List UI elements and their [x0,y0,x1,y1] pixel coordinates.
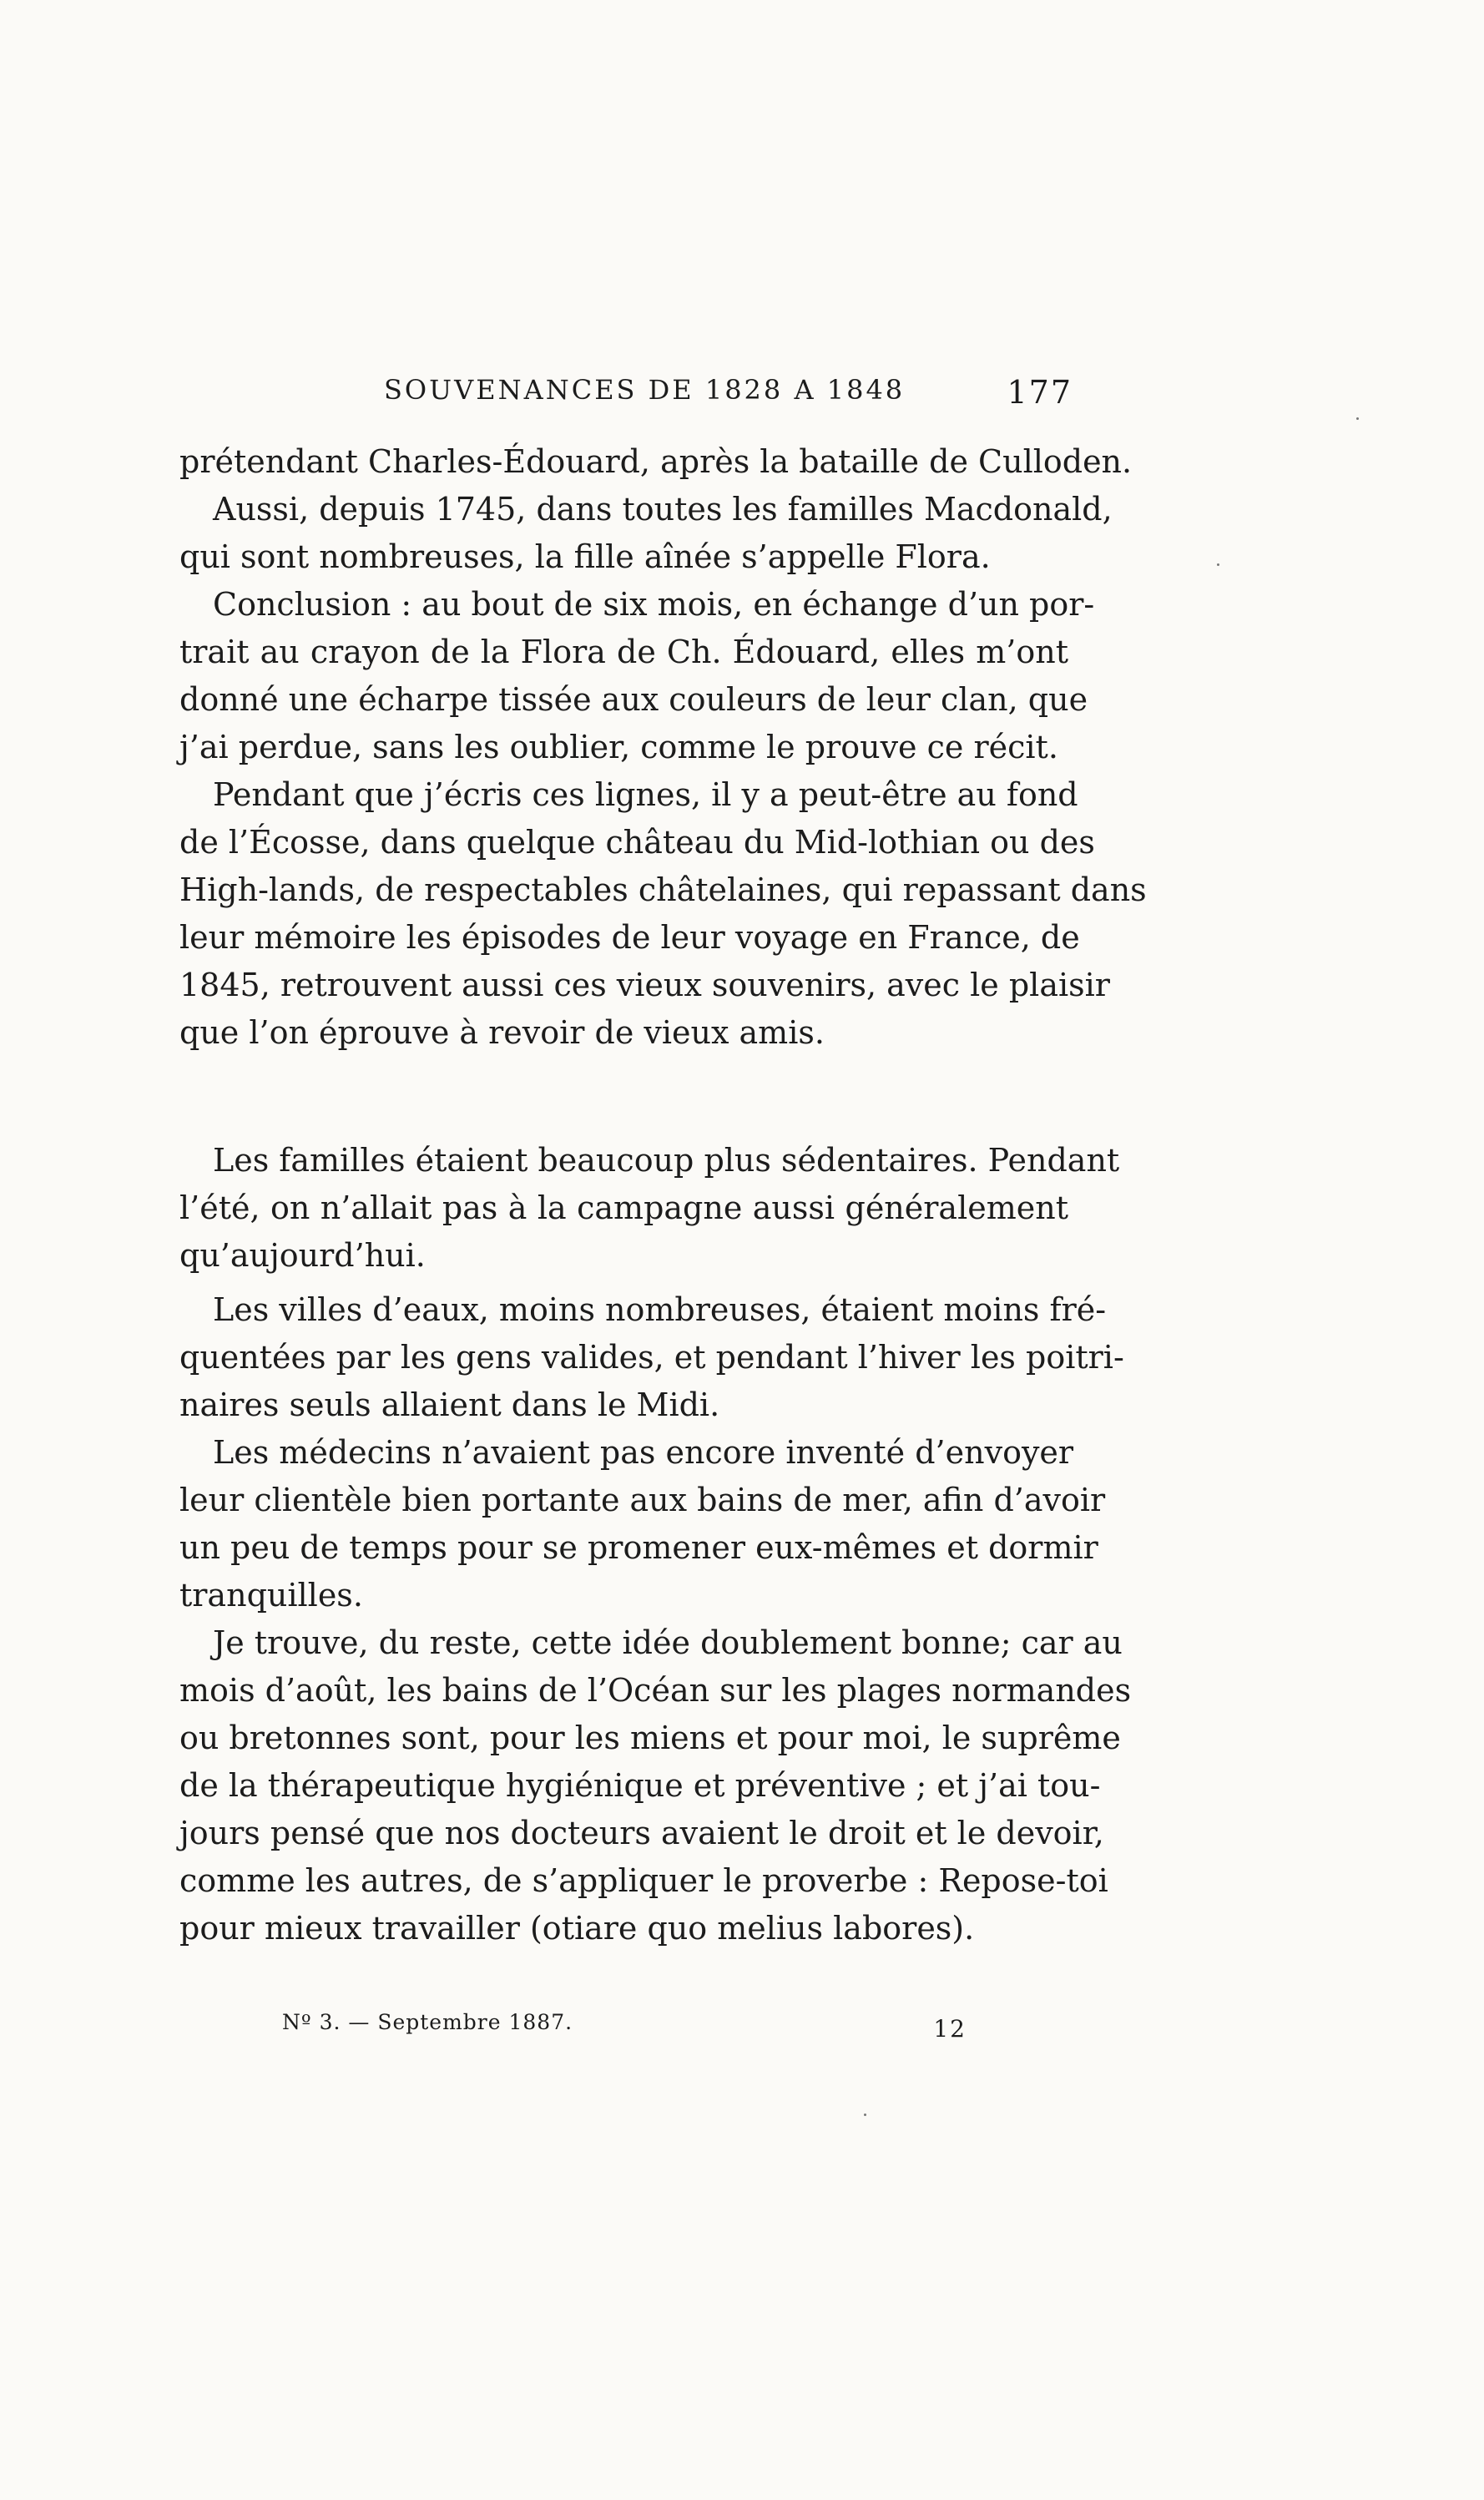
text-line: de la thérapeutique hygiénique et préventive ; et j’ai tou- [179,1767,1101,1804]
text-line: comme les autres, de s’appliquer le proverbe : Repose-toi [179,1862,1108,1899]
text-line: Les villes d’eaux, moins nombreuses, étaient moins fré- [213,1291,1107,1328]
text-line: leur mémoire les épisodes de leur voyage en France, de [179,919,1080,956]
text-line: pour mieux travailler (otiare quo melius labores). [179,1910,975,1947]
text-line: un peu de temps pour se promener eux-mêmes et dormir [179,1529,1098,1566]
text-line: High-lands, de respectables châtelaines, qui repassant dans [179,871,1147,908]
text-line: Aussi, depuis 1745, dans toutes les familles Macdonald, [213,491,1113,528]
text-line: 1845, retrouvent aussi ces vieux souvenirs, avec le plaisir [179,967,1110,1003]
text-line: donné une écharpe tissée aux couleurs de leur clan, que [179,681,1088,718]
text-line: de l’Écosse, dans quelque château du Mid-lothian ou des [179,824,1095,861]
text-line: Les familles étaient beaucoup plus sédentaires. Pendant [213,1142,1120,1179]
page-number: 177 [1007,374,1073,411]
text-line: l’été, on n’allait pas à la campagne aussi généralement [179,1189,1068,1226]
text-line: jours pensé que nos docteurs avaient le droit et le devoir, [179,1815,1104,1851]
running-head [179,367,1073,417]
text-line: Pendant que j’écris ces lignes, il y a peut-être au fond [213,776,1078,813]
text-block-continuation [179,438,1147,1057]
text-line: Les médecins n’avaient pas encore inventé d’envoyer [213,1434,1074,1471]
text-line: j’ai perdue, sans les oublier, comme le prouve ce récit. [179,729,1058,765]
text-block-families [179,1137,1132,1952]
text-line: qu’aujourd’hui. [179,1237,426,1274]
text-line: Je trouve, du reste, cette idée doublement bonne; car au [213,1624,1123,1661]
text-line: naires seuls allaient dans le Midi. [179,1386,720,1423]
page-footer [282,2010,967,2052]
signature-mark: 12 [933,2015,967,2043]
text-line: leur clientèle bien portante aux bains de mer, afin d’avoir [179,1482,1106,1518]
text-line: quentées par les gens valides, et pendant l’hiver les poitri- [179,1339,1124,1376]
print-speck [864,2114,866,2116]
print-speck [1356,417,1359,420]
text-line: prétendant Charles-Édouard, après la bataille de Culloden. [179,443,1133,480]
text-line: qui sont nombreuses, la fille aînée s’appelle Flora. [179,538,991,575]
running-title: SOUVENANCES DE 1828 A 1848 [384,374,906,406]
text-line: mois d’août, les bains de l’Océan sur les plages normandes [179,1672,1132,1709]
text-line: trait au crayon de la Flora de Ch. Édouard, elles m’ont [179,634,1068,670]
print-speck [1217,563,1219,566]
text-line: que l’on éprouve à revoir de vieux amis. [179,1014,825,1051]
text-line: tranquilles. [179,1577,363,1614]
text-line: ou bretonnes sont, pour les miens et pour moi, le suprême [179,1720,1121,1756]
issue-line: Nº 3. — Septembre 1887. [282,2010,573,2034]
text-line: Conclusion : au bout de six mois, en échange d’un por- [213,586,1095,623]
